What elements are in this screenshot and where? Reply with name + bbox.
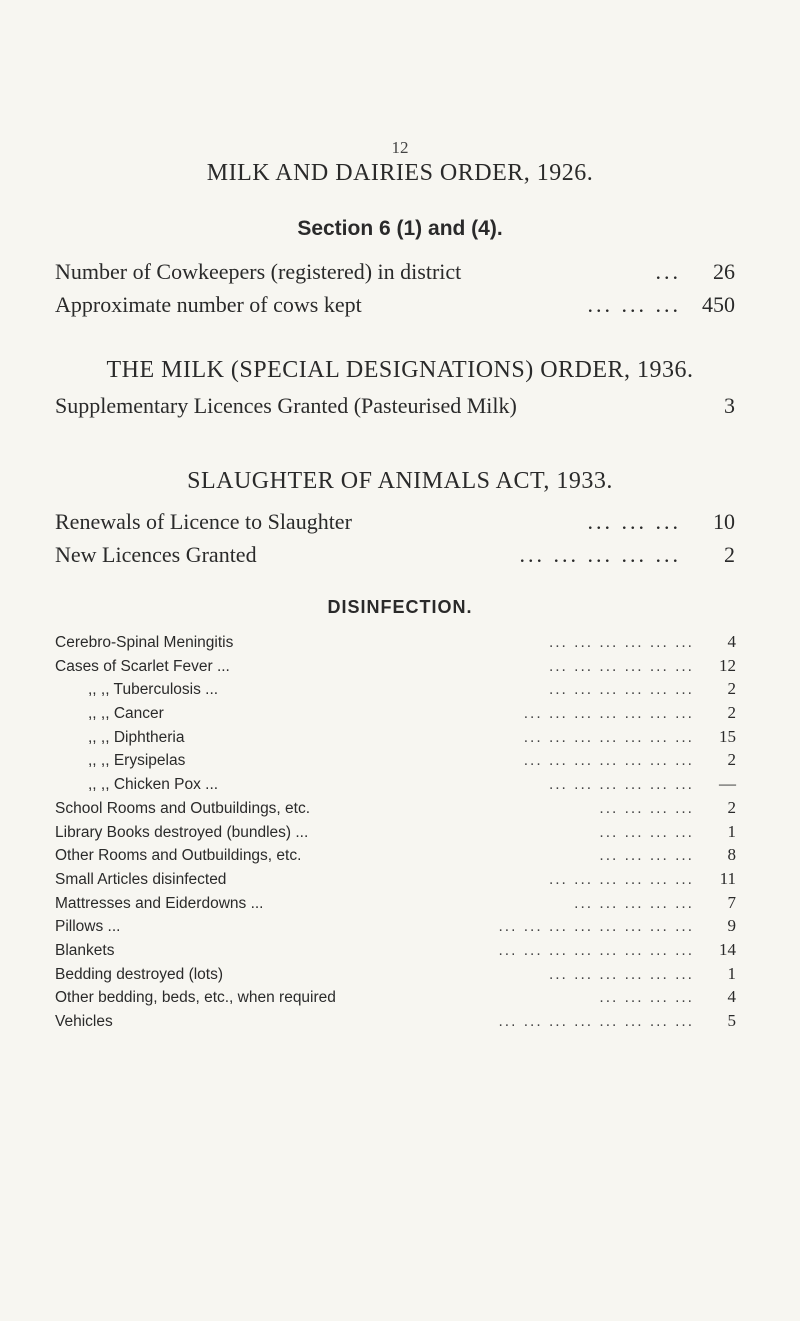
list-item xyxy=(55,656,736,680)
row-value: 26 xyxy=(713,259,735,284)
slaughter-title: SLAUGHTER OF ANIMALS ACT, 1933. xyxy=(187,468,613,494)
milk-special-title: THE MILK (SPECIAL DESIGNATIONS) ORDER, 1936. xyxy=(106,357,694,383)
item-value: 7 xyxy=(727,892,736,912)
item-label: Blankets xyxy=(55,941,115,959)
item-value: 2 xyxy=(727,679,736,699)
list-item xyxy=(55,940,736,964)
cowkeepers-row xyxy=(55,259,735,289)
list-item xyxy=(55,822,736,846)
row-label: Renewals of Licence to Slaughter xyxy=(55,509,352,534)
renewals-row xyxy=(55,509,735,539)
item-label: Mattresses and Eiderdowns ... xyxy=(55,894,264,912)
page-number: 12 xyxy=(391,138,409,157)
item-value: 2 xyxy=(727,703,736,723)
leader-dots: ... ... ... ... ... ... ... xyxy=(523,705,694,723)
item-label: ,, ,, Erysipelas xyxy=(88,752,186,770)
item-value: 4 xyxy=(727,632,736,651)
leader-dots: ... ... ... ... ... ... ... ... xyxy=(498,918,694,936)
item-label: Cerebro-Spinal Meningitis xyxy=(55,634,234,651)
item-label: Vehicles xyxy=(55,1013,113,1030)
row-value: 10 xyxy=(713,509,735,534)
item-label: Bedding destroyed (lots) xyxy=(55,965,224,983)
supplementary-licences-row xyxy=(55,393,735,423)
list-item xyxy=(55,869,736,893)
item-value: 9 xyxy=(727,916,736,936)
item-value: 5 xyxy=(727,1011,736,1030)
list-item xyxy=(55,893,736,917)
list-item xyxy=(55,703,736,727)
leader-dots: ... ... ... ... ... ... xyxy=(548,965,694,983)
leader-dots: ... ... ... ... ... ... xyxy=(548,681,694,699)
milk-dairies-subtitle: Section 6 (1) and (4). xyxy=(297,217,503,240)
item-value: 15 xyxy=(719,726,736,746)
item-label: ,, ,, Cancer xyxy=(88,705,164,723)
list-item xyxy=(55,1011,736,1035)
item-value: 2 xyxy=(727,797,736,817)
item-value: 8 xyxy=(727,845,736,865)
list-item xyxy=(55,964,736,988)
milk-dairies-title: MILK AND DAIRIES ORDER, 1926. xyxy=(206,160,594,186)
item-value: 14 xyxy=(719,939,736,959)
leader-dots: ... ... ... ... ... ... ... xyxy=(523,752,694,770)
item-label: Small Articles disinfected xyxy=(55,870,227,888)
row-label: Supplementary Licences Granted (Pasteurised Milk) xyxy=(55,393,517,418)
item-value: 1 xyxy=(727,821,736,841)
item-value: 1 xyxy=(727,963,736,983)
leader-dots: ... ... ... ... xyxy=(599,823,694,841)
leader-dots: ... ... ... ... ... xyxy=(574,894,694,912)
row-value: 2 xyxy=(724,542,735,567)
leader-dots: ... ... ... ... ... ... ... xyxy=(523,728,694,746)
list-item xyxy=(55,916,736,940)
row-value: 450 xyxy=(702,292,735,317)
row-label: Approximate number of cows kept xyxy=(55,292,362,317)
leader-dots: ... ... ... xyxy=(587,509,681,534)
leader-dots: ... ... ... ... ... xyxy=(519,542,681,567)
leader-dots: ... ... ... ... ... ... xyxy=(548,776,694,794)
leader-dots: ... ... ... ... ... ... xyxy=(548,657,694,675)
list-item xyxy=(55,798,736,822)
leader-dots: ... ... ... xyxy=(587,292,681,317)
list-item xyxy=(55,774,736,798)
item-value: 4 xyxy=(727,987,736,1007)
row-label: New Licences Granted xyxy=(55,542,257,567)
item-label: School Rooms and Outbuildings, etc. xyxy=(55,799,311,817)
item-label: Library Books destroyed (bundles) ... xyxy=(55,823,309,841)
list-item xyxy=(55,727,736,751)
cows-kept-row xyxy=(55,292,735,322)
leader-dots: ... ... ... ... xyxy=(599,847,694,865)
item-value: 12 xyxy=(719,655,736,675)
leader-dots: ... ... ... ... xyxy=(599,989,694,1007)
leader-dots: ... ... ... ... ... ... xyxy=(548,870,694,888)
list-item xyxy=(55,632,736,656)
row-label: Number of Cowkeepers (registered) in district xyxy=(55,259,462,284)
item-label: Cases of Scarlet Fever ... xyxy=(55,657,230,675)
disinfection-list xyxy=(55,632,736,1035)
list-item xyxy=(55,845,736,869)
item-value: 11 xyxy=(719,868,736,888)
row-value: 3 xyxy=(724,393,735,418)
leader-dots: ... ... ... ... ... ... ... ... xyxy=(498,1013,694,1030)
item-label: ,, ,, Chicken Pox ... xyxy=(88,776,219,794)
item-label: ,, ,, Diphtheria xyxy=(88,728,185,746)
list-item xyxy=(55,750,736,774)
item-label: Other bedding, beds, etc., when required xyxy=(55,989,336,1007)
item-label: ,, ,, Tuberculosis ... xyxy=(88,681,219,699)
item-label: Pillows ... xyxy=(55,918,121,936)
item-value: — xyxy=(719,774,736,794)
list-item xyxy=(55,679,736,703)
leader-dots: ... ... ... ... xyxy=(599,799,694,817)
leader-dots: ... xyxy=(655,259,681,284)
list-item xyxy=(55,987,736,1011)
new-licences-row xyxy=(55,542,735,572)
leader-dots: ... ... ... ... ... ... ... ... xyxy=(498,941,694,959)
disinfection-title: DISINFECTION. xyxy=(327,597,473,617)
item-label: Other Rooms and Outbuildings, etc. xyxy=(55,847,302,865)
leader-dots: ... ... ... ... ... ... xyxy=(548,634,694,651)
item-value: 2 xyxy=(727,750,736,770)
